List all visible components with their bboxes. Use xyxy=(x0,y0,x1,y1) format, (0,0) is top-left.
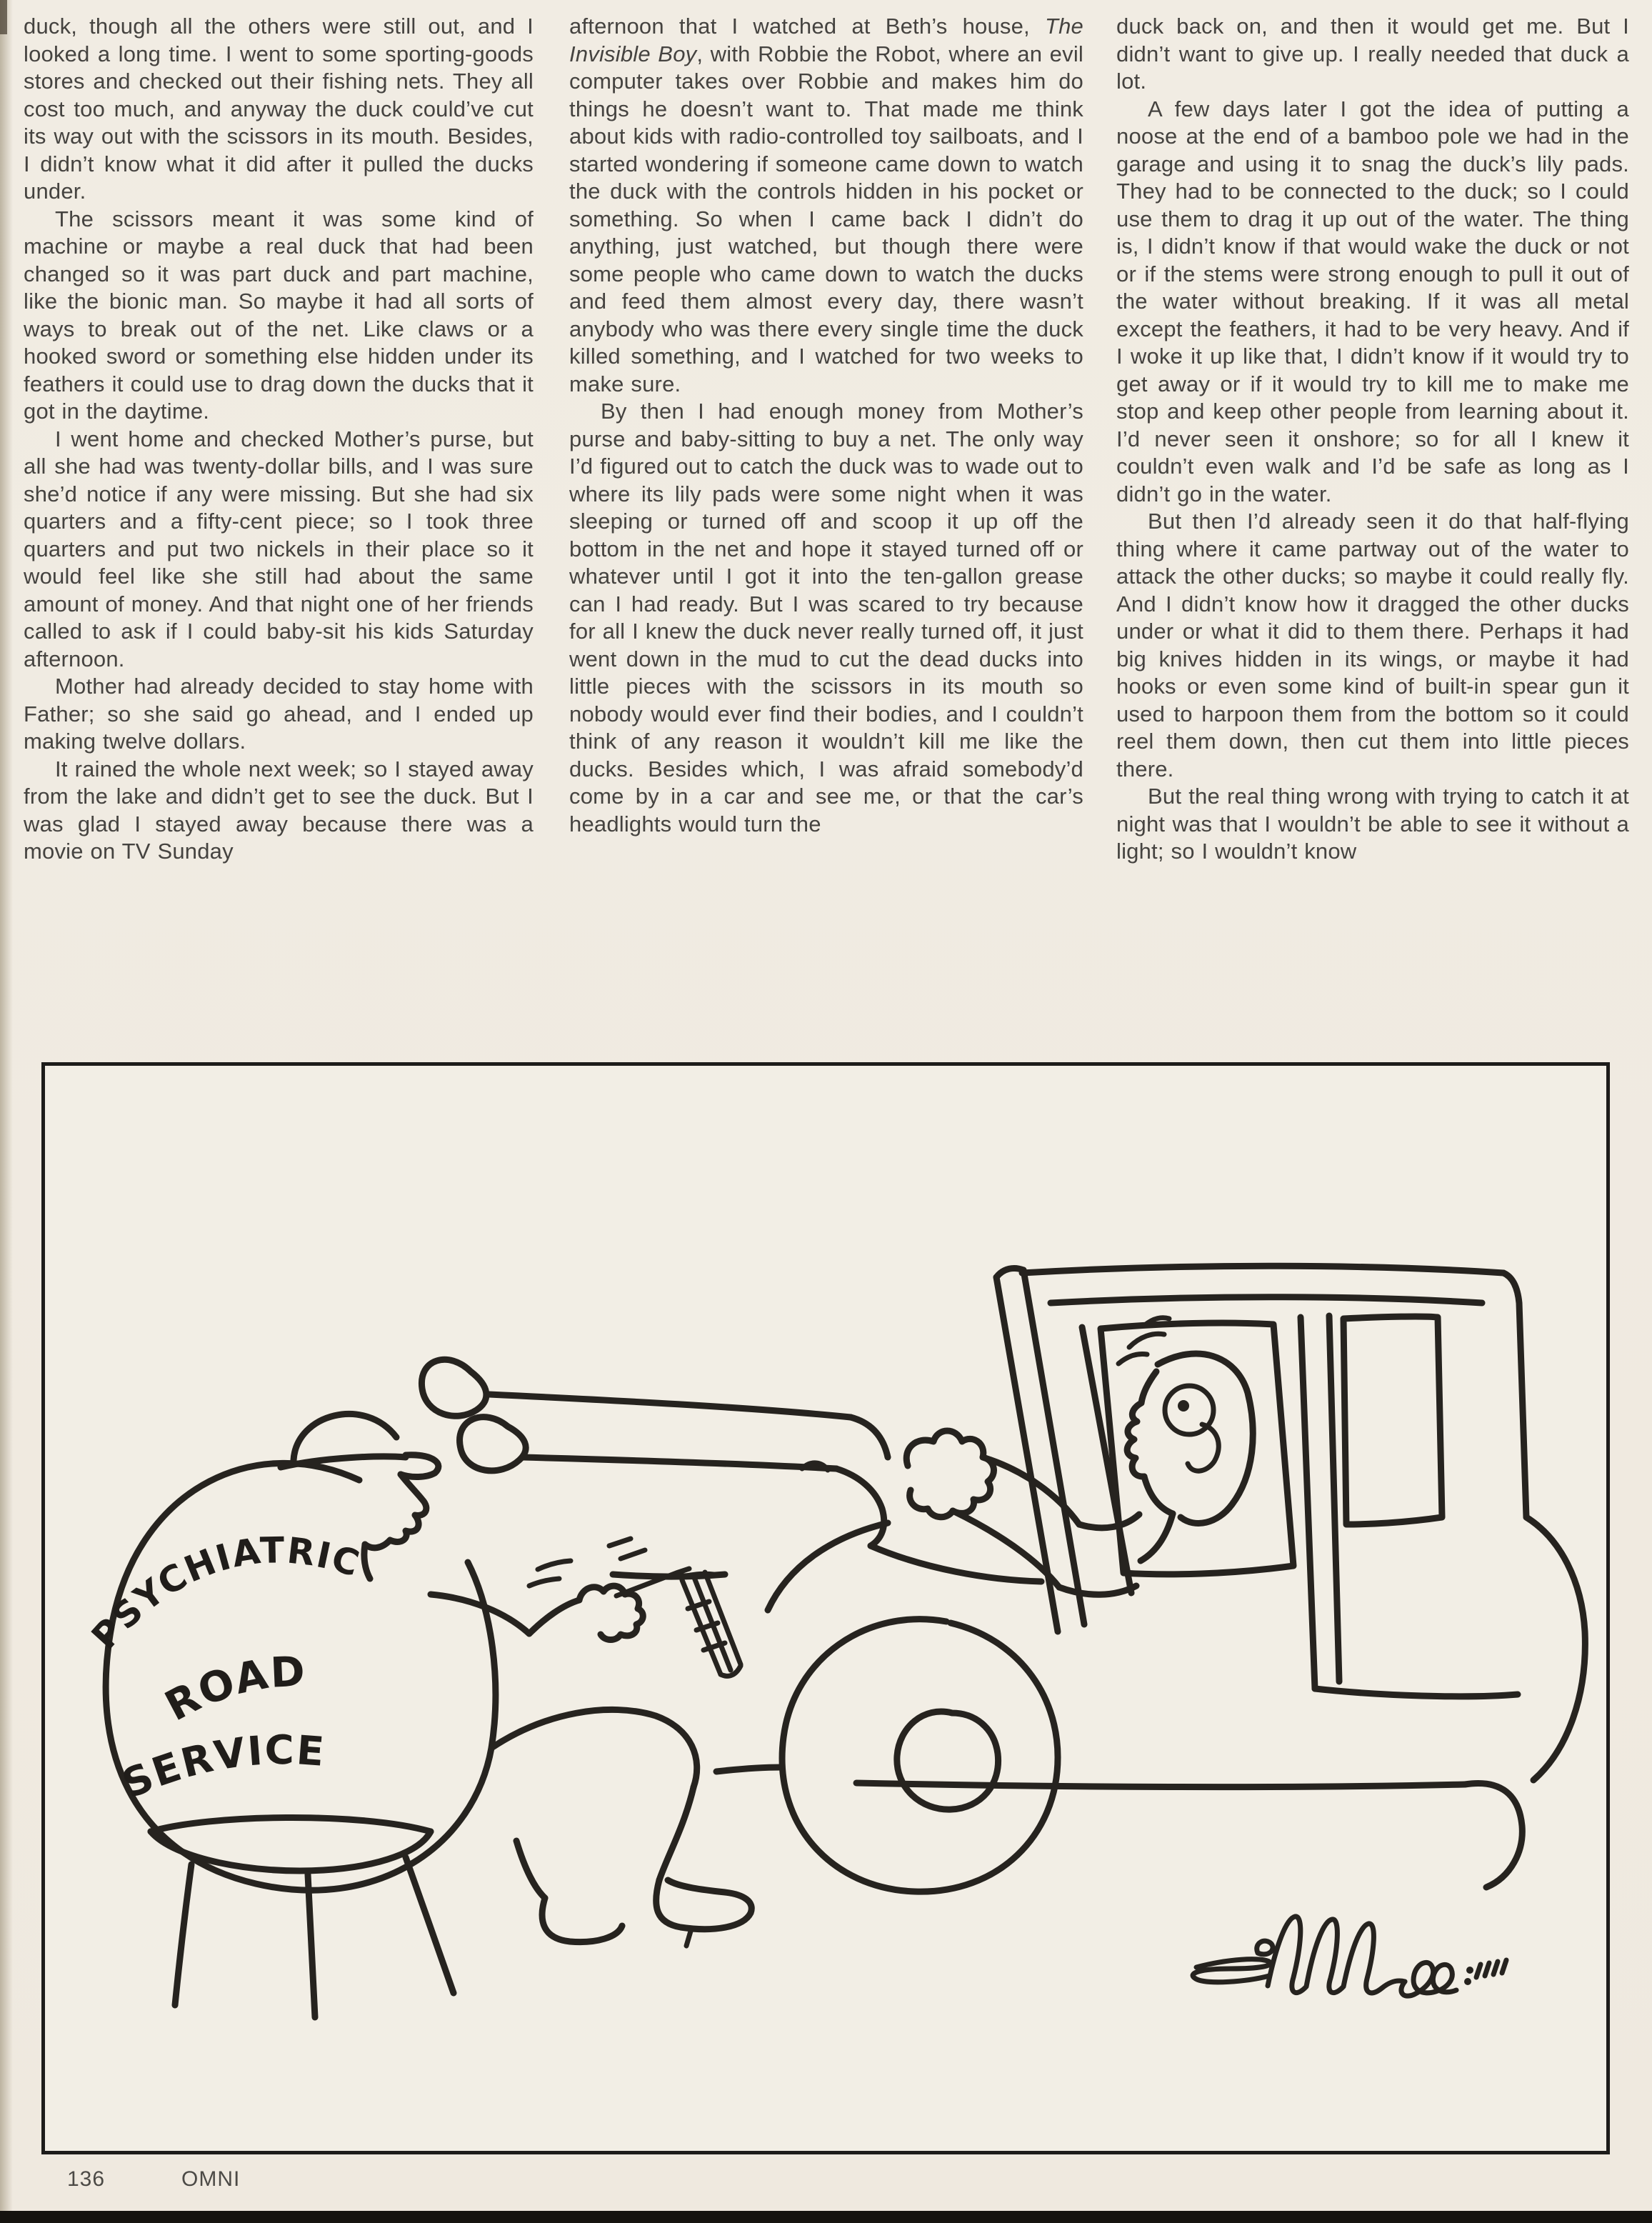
cartoon-frame xyxy=(41,1062,1610,2154)
paragraph: The scissors meant it was some kind of machine or maybe a real duck that had been changed so it was part duck and part machine, like the bionic man. So maybe it had all sorts of ways to break out of the net. Like claws or a hooked sword or something else hidden under its feathers it could use to drag down the ducks that it got in the daytime. xyxy=(24,206,534,424)
jacket-text-line2: ROAD xyxy=(157,1647,308,1731)
paragraph-text: , with Robbie the Robot, where an evil computer takes over Robbie and makes him do things he doesn’t want to. That made me think about kids with radio-controlled toy sailboats, and I started wondering if someone came down to watch the duck with the controls hidden in his pocket or something. So when I came back I didn’t do anything, just watched, but though there were some people who came down to watch the ducks and feed them almost every day, there wasn’t anybody who was there every single time the duck killed something, and I watched for two weeks to make sure. xyxy=(569,41,1083,396)
paragraph: It rained the whole next week; so I stayed away from the lake and didn’t get to see the duck. But I was glad I stayed away because there was a movie on TV Sunday xyxy=(24,756,534,864)
notepad xyxy=(679,1572,741,1676)
movie-title-italic: The Invisible Boy xyxy=(569,14,1083,66)
paragraph: A few days later I got the idea of putting a noose at the end of a bamboo pole we had in the garage and using it to snag the duck’s lily pads. They had to be connected to the duck; so I could use them to drag it up out of the water. The thing is, I didn’t know if that would wake the duck or not or if the stems were strong enough to pull it out of the water without breaking. If it was all metal except the feathers, it had to be very heavy. And if I woke it up like that, I didn’t know if it would try to get away or if it would try to kill me to make me stop and keep other people from learning about it. I’d never seen it onshore; so for all I knew it couldn’t even walk and I’d be safe as long as I didn’t go in the water. xyxy=(1116,96,1629,506)
paragraph: I went home and checked Mother’s purse, but all she had was twenty-dollar bills, and I was sure she’d notice if any were missing. But she had six quarters and a fifty-cent piece; so I took three quarters and put two nickels in their place so it would feel like she still had about the same amount of money. And that night one of her friends called to ask if I could baby-sit his kids Saturday afternoon. xyxy=(24,426,534,671)
cartoon-illustration xyxy=(45,1066,1606,2151)
stool xyxy=(151,1817,454,2017)
patient-figure xyxy=(421,1318,1253,1595)
artist-signature xyxy=(1193,1917,1506,1996)
paragraph: But the real thing wrong with trying to catch it at night was that I wouldn’t be able to see it without a light; so I wouldn’t know xyxy=(1116,784,1629,864)
text-column-3 xyxy=(1116,13,1629,866)
paragraph: duck, though all the others were still out, and I looked a long time. I went to some sporting-goods stores and checked out their fishing nets. They all cost too much, and anyway the duck could’ve cut its way out with the scissors in its mouth. Besides, I didn’t know what it did after it pulled the ducks under. xyxy=(24,14,534,204)
paragraph: Mother had already decided to stay home with Father; so she said go ahead, and I ended up making twelve dollars. xyxy=(24,674,534,754)
scan-corner-mark xyxy=(0,0,7,34)
page-footer xyxy=(67,2167,241,2192)
paragraph: But then I’d already seen it do that half-flying thing where it came partway out of the water to attack the other ducks; so maybe it could really fly. And I didn’t know how it dragged the other ducks under or what it did to them there. Perhaps it had big knives hidden in its wings, or maybe it had hooks or even some kind of built-in spear gun it used to harpoon them from the bottom so it could reel them down, then cut them into little pieces there. xyxy=(1116,509,1629,781)
text-column-1 xyxy=(24,13,534,866)
page-left-edge-shadow xyxy=(0,0,13,2223)
page-number: 136 xyxy=(67,2167,106,2191)
magazine-name: OMNI xyxy=(181,2167,241,2191)
paragraph: By then I had enough money from Mother’s purse and baby-sitting to buy a net. The only way I’d figured out to catch the duck was to wade out to where its lily pads were some night when it was sleeping or turned off and scoop it up off the bottom in the net and hope it stayed turned off or whatever until I got it into the ten-gallon grease can I had ready. But I was scared to try because for all I knew the duck never really turned off, it just went down in the mud to cut the dead ducks into little pieces with the scissors in its mouth so nobody would ever find their bodies, and I couldn’t think of any reason it wouldn’t kill me like the ducks. Besides which, I was afraid somebody’d come by in a car and see me, or that the car’s headlights would turn the xyxy=(569,399,1083,836)
front-wheel xyxy=(782,1619,1058,1892)
jacket-text-line1: PSYCHIATRIC xyxy=(84,1529,366,1658)
page-bottom-edge xyxy=(0,2211,1652,2223)
jacket-text-line3: SERVICE xyxy=(116,1727,327,1808)
text-column-2 xyxy=(569,13,1083,838)
psychiatrist-figure xyxy=(84,1414,751,1946)
paragraph xyxy=(569,13,1083,398)
paragraph: duck back on, and then it would get me. But I didn’t want to give up. I really needed that duck a lot. xyxy=(1116,14,1629,94)
paragraph-text: afternoon that I watched at Beth’s house, xyxy=(569,14,1045,39)
car-drawing xyxy=(613,1266,1585,1892)
